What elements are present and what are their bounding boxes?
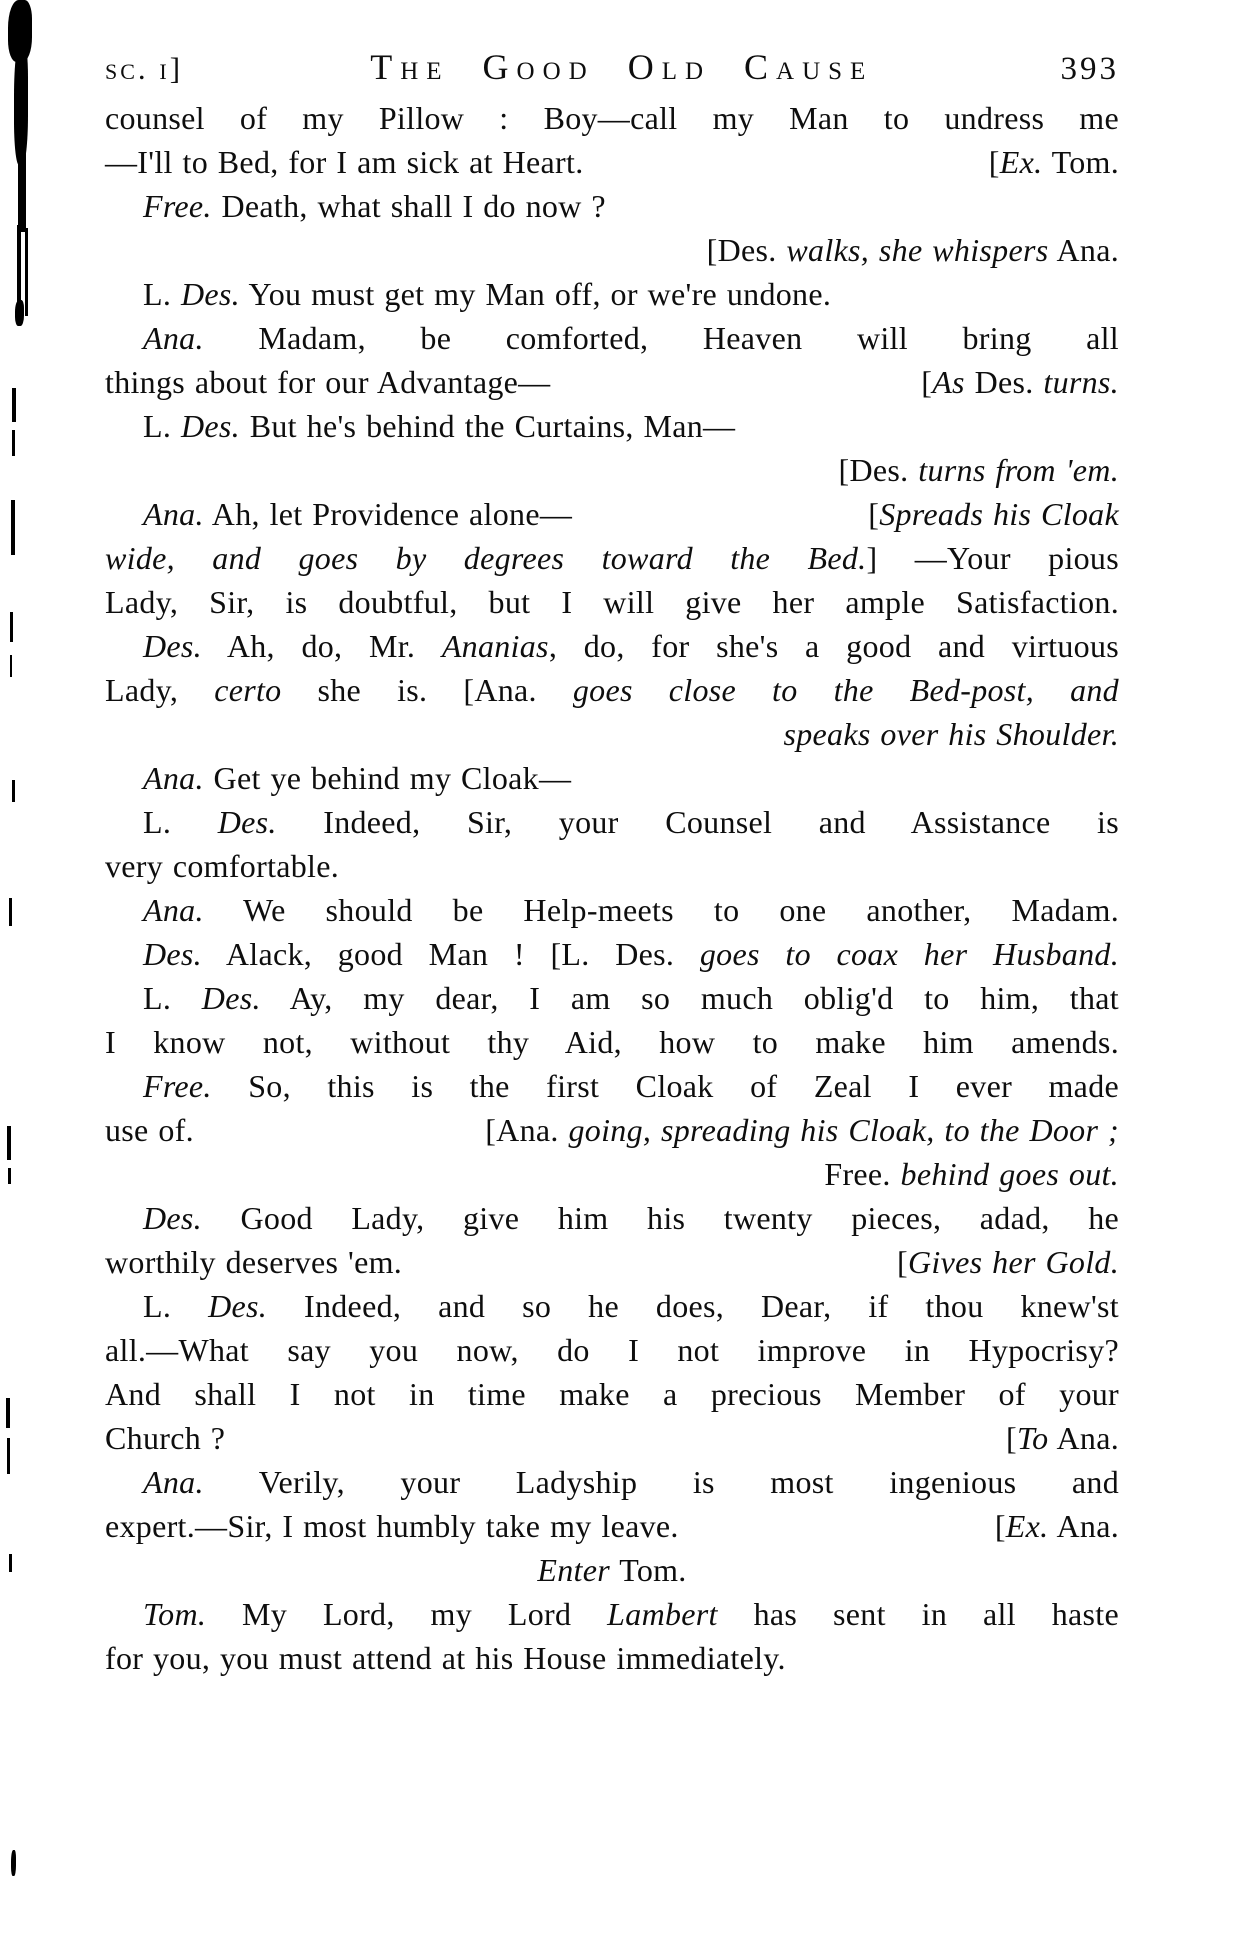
text-line (105, 448, 1119, 492)
italic-segment: goes to coax her Husband. (699, 936, 1119, 972)
text-line (105, 316, 1119, 360)
italic-segment: Des. (180, 276, 240, 312)
text-segment: Ah, let Providence alone— (203, 496, 573, 532)
text-segment: So, this is the first Cloak of Zeal I ever made (211, 1068, 1119, 1104)
italic-segment: Des. (201, 980, 261, 1016)
text-segment: Indeed, and so he does, Dear, if thou knew'st (267, 1288, 1119, 1324)
italic-segment: Ex. (1005, 1508, 1049, 1544)
text-segment: Indeed, Sir, your Counsel and Assistance is (276, 804, 1120, 840)
text-segment: We should be Help-meets to one another, Madam. (203, 892, 1119, 928)
text-line (105, 360, 1119, 404)
italic-segment: As (932, 364, 965, 400)
line-left-group (105, 1240, 402, 1284)
text-segment: Church ? (105, 1420, 226, 1456)
text-line (105, 1196, 1119, 1240)
text-segment: L. (143, 980, 202, 1016)
text-segment: Des. (964, 364, 1044, 400)
line-left-group (105, 140, 584, 184)
scan-artifact (15, 300, 24, 326)
italic-segment: Des. (180, 408, 240, 444)
text-segment: But he's behind the Curtains, Man— (239, 408, 736, 444)
line-left-group (105, 1504, 679, 1548)
text-segment: has sent in all haste (717, 1596, 1119, 1632)
italic-segment: turns. (1043, 364, 1119, 400)
text-segment: L. (143, 1288, 209, 1324)
line-left-group (105, 1416, 225, 1460)
italic-segment: behind goes out. (900, 1156, 1119, 1192)
italic-segment: Gives her Gold. (907, 1244, 1119, 1280)
line-left-group (105, 360, 550, 404)
scan-artifact (10, 612, 13, 642)
text-line (105, 1592, 1119, 1636)
text-segment: My Lord, my Lord (206, 1596, 608, 1632)
text-segment: You must get my Man off, or we're undone. (239, 276, 832, 312)
stage-direction (989, 140, 1119, 184)
italic-segment: Ana. (143, 892, 204, 928)
scan-artifact (7, 1126, 11, 1160)
text-line (105, 1328, 1119, 1372)
text-line (105, 844, 1119, 888)
italic-segment: Des. (208, 1288, 268, 1324)
italic-segment: wide, and goes by degrees toward the Bed. (105, 540, 867, 576)
text-segment: Free. (824, 1156, 901, 1192)
text-segment: Tom. (609, 1552, 687, 1588)
text-line (105, 536, 1119, 580)
page-header (105, 46, 1119, 88)
text-segment: Death, what shall I do now ? (211, 188, 606, 224)
text-line (105, 756, 1119, 800)
italic-segment: Tom. (143, 1596, 207, 1632)
text-segment: [ (897, 1244, 908, 1280)
text-segment: L. (143, 408, 181, 444)
scan-artifact (18, 150, 26, 232)
text-line (105, 96, 1119, 140)
text-line (105, 140, 1119, 184)
italic-segment: Ananias (441, 628, 549, 664)
text-segment: [Ana. (485, 1112, 569, 1148)
text-segment: [ (921, 364, 933, 400)
scan-artifact (11, 1850, 16, 1876)
text-line (105, 624, 1119, 668)
text-line (105, 888, 1119, 932)
text-line (105, 272, 1119, 316)
text-segment: Madam, be comforted, Heaven will bring all (203, 320, 1119, 356)
text-line (105, 404, 1119, 448)
italic-segment: certo (214, 672, 282, 708)
text-segment: [Des. (838, 452, 919, 488)
scan-artifact (11, 500, 15, 555)
scene-label: sc. i] (105, 51, 184, 86)
text-segment: use of. (105, 1112, 194, 1148)
text-line (105, 580, 1119, 624)
text-block (105, 96, 1119, 1680)
italic-segment: Ana. (143, 1464, 204, 1500)
text-line (105, 1372, 1119, 1416)
text-segment: Ana. (1048, 232, 1119, 268)
italic-segment: going, spreading his Cloak, to the Door ; (568, 1112, 1119, 1148)
italic-segment: Spreads his Cloak (879, 496, 1119, 532)
italic-segment: speaks over his Shoulder. (783, 716, 1119, 752)
line-left-group (143, 492, 572, 536)
text-segment: I know not, without thy Aid, how to make him amends. (105, 1024, 1119, 1060)
text-segment: [ (994, 1508, 1006, 1544)
text-segment: Good Lady, give him his twenty pieces, adad, he (201, 1200, 1119, 1236)
italic-segment: Des. (143, 628, 202, 664)
text-segment: Get ye behind my Cloak— (203, 760, 572, 796)
italic-segment: walks, she whispers (786, 232, 1049, 268)
text-segment: , do, for she's a good and virtuous (548, 628, 1119, 664)
italic-segment: Enter (537, 1552, 610, 1588)
stage-direction (1006, 1416, 1119, 1460)
italic-segment: Des. (143, 1200, 202, 1236)
italic-segment: Ana. (143, 760, 204, 796)
text-line (105, 800, 1119, 844)
text-segment: Ay, my dear, I am so much oblig'd to him, that (260, 980, 1119, 1016)
text-segment: expert.—Sir, I most humbly take my leave. (105, 1508, 679, 1544)
text-segment: L. (143, 804, 218, 840)
scan-artifact (9, 1554, 12, 1572)
text-segment: Tom. (1042, 144, 1119, 180)
text-line (105, 668, 1119, 712)
text-segment: [ (868, 496, 880, 532)
italic-segment: Free. (143, 1068, 212, 1104)
text-segment: all.—What say you now, do I not improve in Hypocrisy? (105, 1332, 1119, 1368)
text-segment: things about for our Advantage— (105, 364, 551, 400)
italic-segment: Free. (143, 188, 212, 224)
text-line (105, 1240, 1119, 1284)
italic-segment: goes close to the Bed-post, and (572, 672, 1119, 708)
italic-segment: Ex. (999, 144, 1043, 180)
scan-artifact (25, 228, 28, 316)
scan-artifact (8, 1168, 11, 1184)
scan-artifact (12, 388, 16, 422)
text-line (105, 1108, 1119, 1152)
scan-artifact (14, 40, 28, 165)
stage-direction (485, 1108, 1119, 1152)
text-segment: [ (1006, 1420, 1017, 1456)
italic-segment: Des. (217, 804, 277, 840)
text-line (105, 1064, 1119, 1108)
scan-artifact (6, 1398, 10, 1428)
text-segment: counsel of my Pillow : Boy—call my Man to undress me (105, 100, 1119, 136)
line-left-group (105, 1108, 194, 1152)
text-segment: And shall I not in time make a precious Member of your (105, 1376, 1119, 1412)
page-number: 393 (1060, 51, 1119, 87)
text-line (105, 976, 1119, 1020)
scan-artifact (10, 655, 12, 677)
scan-artifact (12, 430, 15, 456)
text-segment: —I'll to Bed, for I am sick at Heart. (105, 144, 584, 180)
scan-artifact (12, 780, 15, 802)
italic-segment: To (1016, 1420, 1049, 1456)
text-line (105, 1416, 1119, 1460)
text-line (105, 1284, 1119, 1328)
text-segment: Ah, do, Mr. (201, 628, 442, 664)
text-segment: Lady, Sir, is doubtful, but I will give her ample Satisfaction. (105, 584, 1119, 620)
stage-direction (995, 1504, 1119, 1548)
text-line (105, 1460, 1119, 1504)
running-title: The Good Old Cause (370, 47, 874, 87)
italic-segment: Lambert (607, 1596, 718, 1632)
italic-segment: turns from 'em. (918, 452, 1119, 488)
text-line (105, 1504, 1119, 1548)
text-line (105, 184, 1119, 228)
stage-direction (897, 1240, 1119, 1284)
text-segment: [ (988, 144, 1000, 180)
text-segment: for you, you must attend at his House immediately. (105, 1640, 786, 1676)
text-segment: very comfortable. (105, 848, 340, 884)
text-segment: Verily, your Ladyship is most ingenious and (203, 1464, 1119, 1500)
stage-direction (868, 492, 1119, 536)
text-line (105, 1548, 1119, 1592)
text-line (105, 712, 1119, 756)
text-line (105, 1152, 1119, 1196)
italic-segment: Ana. (143, 496, 204, 532)
text-segment: [Des. (706, 232, 787, 268)
italic-segment: Des. (143, 936, 202, 972)
scan-artifact (9, 898, 12, 926)
scan-artifact (7, 1438, 10, 1474)
italic-segment: Ana. (143, 320, 204, 356)
text-segment: Ana. (1048, 1420, 1119, 1456)
text-segment: she is. [Ana. (281, 672, 573, 708)
text-line (105, 228, 1119, 272)
text-line (105, 932, 1119, 976)
text-segment: Lady, (105, 672, 215, 708)
text-line (105, 1020, 1119, 1064)
text-segment: L. (143, 276, 181, 312)
text-line (105, 492, 1119, 536)
text-segment: Ana. (1048, 1508, 1119, 1544)
text-segment: Alack, good Man ! [L. Des. (201, 936, 700, 972)
text-segment: worthily deserves 'em. (105, 1244, 403, 1280)
text-line (105, 1636, 1119, 1680)
text-segment: ] —Your pious (866, 540, 1119, 576)
stage-direction (921, 360, 1119, 404)
